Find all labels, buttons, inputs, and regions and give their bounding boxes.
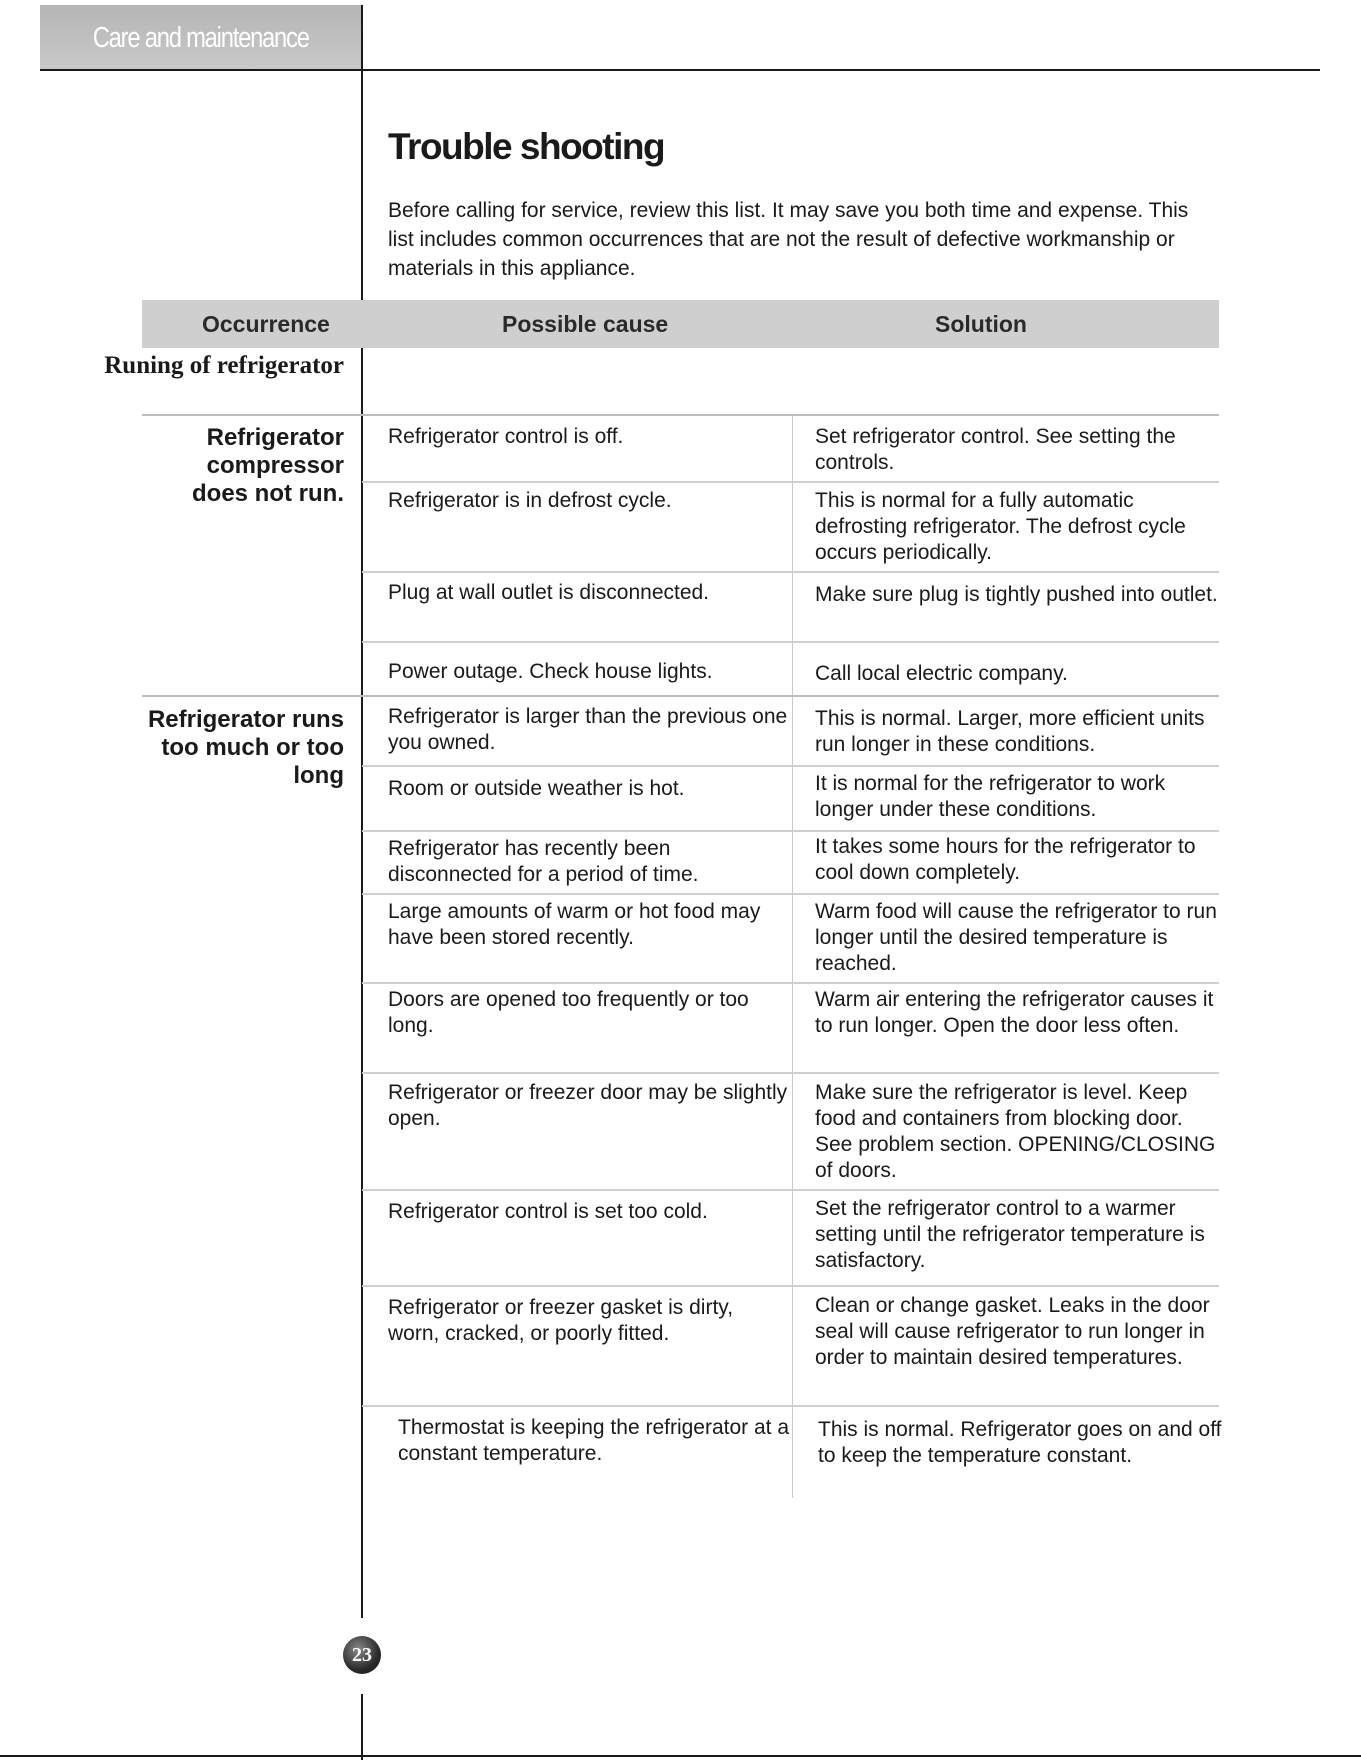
header-solution: Solution [935, 311, 1027, 337]
solution-cell: Clean or change gasket. Leaks in the door seal will cause refrigerator to run longer in order to maintain desired temperatures. [815, 1294, 1210, 1369]
cause-cell: Doors are opened too frequently or too long. [388, 988, 749, 1037]
solution-cell: Warm air entering the refrigerator causes it to run longer. Open the door less often. [815, 988, 1214, 1037]
solution-cell: Call local electric company. [815, 662, 1068, 685]
cause-cell: Large amounts of warm or hot food may have been stored recently. [388, 900, 761, 949]
row-divider [362, 765, 1219, 767]
solution-cell: It is normal for the refrigerator to work longer under these conditions. [815, 772, 1166, 821]
solution-cell: Make sure plug is tightly pushed into outlet. [815, 583, 1218, 606]
cause-cell: Refrigerator is in defrost cycle. [388, 489, 672, 512]
header-occurrence: Occurrence [202, 311, 330, 337]
cause-cell: Thermostat is keeping the refrigerator at a constant temperature. [398, 1416, 790, 1465]
solution-cell: Make sure the refrigerator is level. Keep food and containers from blocking door. See problem section. OPENING/CLOSING of doors. [815, 1081, 1216, 1182]
occurrence-compressor-not-run: Refrigerator compressor does not run. [192, 424, 344, 507]
cause-cell: Room or outside weather is hot. [388, 777, 685, 800]
column-divider [792, 416, 793, 1498]
cause-cell: Plug at wall outlet is disconnected. [388, 581, 710, 604]
row-divider [362, 571, 1219, 573]
row-divider [362, 481, 1219, 483]
margin-rule [361, 5, 363, 1760]
solution-cell: Set the refrigerator control to a warmer setting until the refrigerator temperature is satisfactory. [815, 1197, 1205, 1272]
group-heading: Runing of refrigerator [104, 352, 344, 379]
page-number-badge: 23 [343, 1636, 381, 1674]
footer-rule [0, 1755, 1361, 1757]
cause-cell: Refrigerator has recently been disconnected for a period of time. [388, 837, 699, 886]
solution-cell: Set refrigerator control. See setting the controls. [815, 425, 1176, 474]
solution-cell: This is normal. Refrigerator goes on and off to keep the temperature constant. [818, 1418, 1222, 1467]
solution-cell: This is normal for a fully automatic defrosting refrigerator. The defrost cycle occurs periodically. [815, 489, 1186, 564]
row-divider [362, 1189, 1219, 1191]
page-title: Trouble shooting [388, 126, 665, 167]
row-divider [362, 830, 1219, 832]
cause-cell: Refrigerator control is set too cold. [388, 1200, 708, 1223]
row-divider [362, 641, 1219, 643]
row-divider [362, 893, 1219, 895]
row-divider [362, 982, 1219, 984]
cause-cell: Refrigerator or freezer door may be slightly open. [388, 1081, 788, 1130]
solution-cell: Warm food will cause the refrigerator to run longer until the desired temperature is reached. [815, 900, 1217, 975]
solution-cell: This is normal. Larger, more efficient units run longer in these conditions. [815, 707, 1205, 756]
solution-cell: It takes some hours for the refrigerator to cool down completely. [815, 835, 1196, 884]
row-divider [362, 1072, 1219, 1074]
cause-cell: Refrigerator is larger than the previous one you owned. [388, 705, 788, 754]
table-header [142, 300, 1219, 348]
section-title: Care and maintenance [92, 21, 309, 54]
intro-paragraph: Before calling for service, review this list. It may save you both time and expense. This list includes common occurrences that are not the result of defective workmanship or materials in this appliance. [388, 199, 1189, 280]
header-rule [40, 69, 1320, 71]
header-possible-cause: Possible cause [502, 311, 669, 337]
row-divider [362, 1405, 1219, 1407]
cause-cell: Refrigerator or freezer gasket is dirty, worn, cracked, or poorly fitted. [388, 1296, 734, 1345]
cause-cell: Power outage. Check house lights. [388, 660, 713, 683]
cause-cell: Refrigerator control is off. [388, 425, 624, 448]
occurrence-runs-too-long: Refrigerator runs too much or too long [147, 706, 344, 789]
section-tab [40, 5, 362, 71]
row-divider [142, 695, 1219, 697]
row-divider [142, 414, 1219, 416]
row-divider [362, 1285, 1219, 1287]
